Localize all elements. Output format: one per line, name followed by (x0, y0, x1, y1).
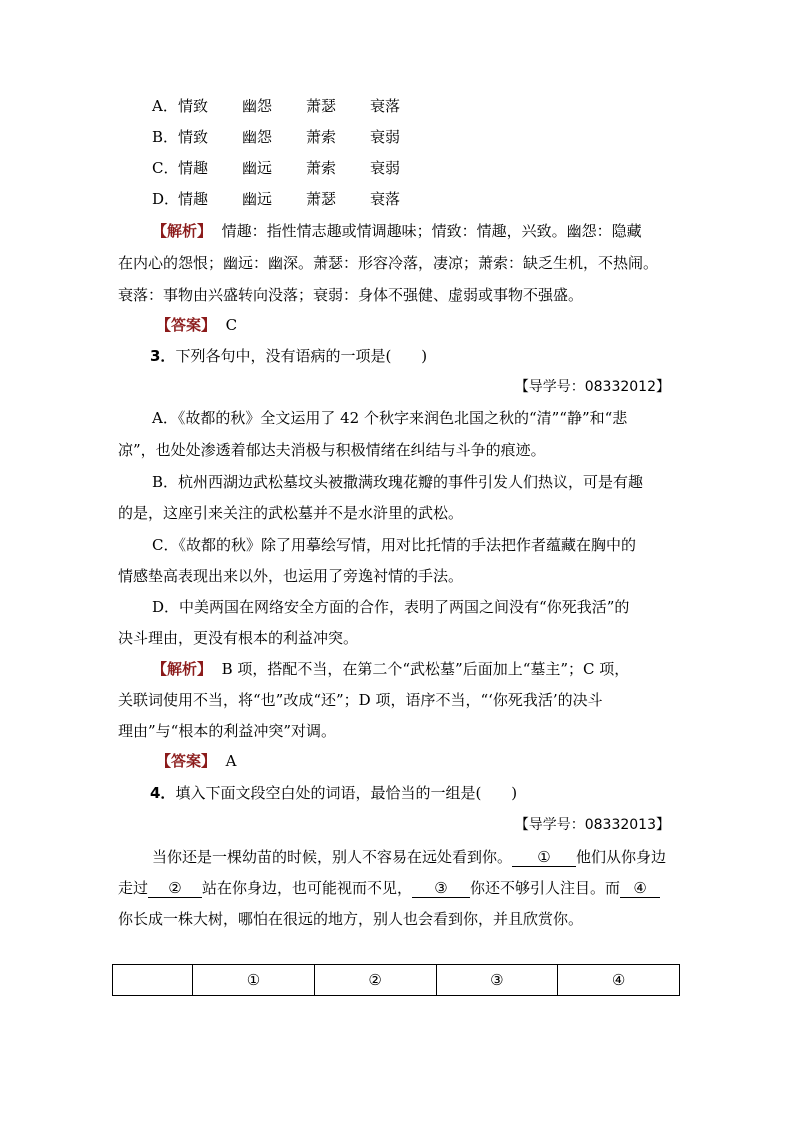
q2-analysis-line: 在内心的怨恨；幽远：幽深。萧瑟：形容冷落，凄凉；萧索：缺乏生机，不热闹。 (118, 254, 659, 272)
answer-tag: 【答案】 (156, 316, 217, 334)
blank-3: ③ (412, 877, 470, 898)
q4-guide-number: 【导学号：08332013】 (514, 817, 670, 833)
table-cell (113, 965, 193, 996)
option-word: 萧索 (306, 128, 337, 146)
option-word: 衰落 (370, 97, 401, 115)
answer-tag: 【答案】 (156, 752, 217, 770)
passage-text: 他们从你身边 (576, 848, 667, 866)
option-word: 情致 (178, 97, 209, 115)
q3-option-line: 凉”，也处处渗透着郁达夫消极与积极情绪在纠结与斗争的痕迹。 (118, 441, 546, 459)
option-word: 萧瑟 (306, 190, 337, 208)
question-stem: 填入下面文段空白处的词语，最恰当的一组是( ) (175, 784, 518, 802)
q3-analysis-line: 理由”与“根本的利益冲突”对调。 (118, 722, 337, 740)
q2-analysis-line (152, 220, 642, 242)
option-a (152, 95, 400, 117)
q3-option-line: 决斗理由，更没有根本的利益冲突。 (118, 629, 359, 647)
q3-analysis-line (152, 658, 629, 680)
option-word: 情趣 (178, 190, 209, 208)
passage-text: 走过 (118, 879, 149, 897)
q3-answer (156, 750, 236, 772)
blank-2: ② (148, 877, 202, 898)
analysis-tag: 【解析】 (152, 660, 213, 678)
q4-stem (150, 782, 517, 804)
q2-analysis-line: 衰落：事物由兴盛转向没落；衰弱：身体不强健、虚弱或事物不强盛。 (118, 286, 584, 304)
option-word: 幽远 (242, 190, 273, 208)
q4-passage-line (152, 846, 666, 868)
option-word: 情趣 (178, 159, 209, 177)
q3-option-line: C．《故都的秋》除了用摹绘写情，用对比托情的手法把作者蕴藏在胸中的 (152, 536, 636, 554)
option-c (152, 157, 400, 179)
q3-option-line: B．杭州西湖边武松墓坟头被撒满玫瑰花瓣的事件引发人们热议，可是有趣 (152, 473, 644, 491)
option-word: 萧瑟 (306, 97, 337, 115)
option-word: 幽远 (242, 159, 273, 177)
q3-option-line: 情感垫高表现出来以外，也运用了旁逸衬情的手法。 (118, 567, 464, 585)
option-word: 幽怨 (242, 128, 273, 146)
table-cell: ② (314, 965, 436, 996)
passage-text: 当你还是一棵幼苗的时候，别人不容易在远处看到你。 (152, 848, 513, 866)
q3-guide-number: 【导学号：08332012】 (514, 379, 670, 395)
option-word: 衰落 (370, 190, 401, 208)
passage-text: 你还不够引人注目。而 (470, 879, 621, 897)
blank-4: ④ (620, 877, 660, 898)
option-b (152, 126, 400, 148)
question-stem: 下列各句中，没有语病的一项是( ) (175, 347, 428, 365)
table-cell: ① (193, 965, 315, 996)
option-word: 衰弱 (370, 128, 401, 146)
option-letter: A． (152, 97, 178, 115)
analysis-text: B 项，搭配不当，在第二个“武松墓”后面加上“墓主”；C 项， (221, 660, 630, 678)
answer-value: A (225, 752, 237, 770)
passage-text: 站在你身边，也可能视而不见， (202, 879, 413, 897)
answer-value: C (225, 316, 238, 334)
option-word: 萧索 (306, 159, 337, 177)
q3-stem (150, 345, 427, 367)
analysis-tag: 【解析】 (152, 222, 213, 240)
q3-option-line: A．《故都的秋》全文运用了 42 个秋字来润色北国之秋的“清”“静”和“悲 (152, 409, 628, 427)
table-row (113, 965, 680, 996)
q4-passage-line (118, 877, 660, 899)
option-letter: D． (152, 190, 180, 208)
q3-option-line: 的是，这座引来关注的武松墓并不是水浒里的武松。 (118, 504, 464, 522)
q3-analysis-line: 关联词使用不当，将“也”改成“还”；D 项，语序不当，“‘你死我活’的决斗 (118, 691, 603, 709)
question-number: 3． (150, 347, 176, 365)
table-cell: ③ (436, 965, 558, 996)
q3-option-line: D．中美两国在网络安全方面的合作，表明了两国之间没有“你死我活”的 (152, 598, 630, 616)
option-word: 衰弱 (370, 159, 401, 177)
analysis-text: 情趣：指性情志趣或情调趣味；情致：情趣，兴致。幽怨：隐藏 (221, 222, 642, 240)
blank-1: ① (512, 846, 576, 867)
option-letter: C． (152, 159, 179, 177)
option-word: 幽怨 (242, 97, 273, 115)
option-letter: B． (152, 128, 179, 146)
option-d (152, 188, 400, 210)
table-cell: ④ (558, 965, 680, 996)
q4-passage-line: 你长成一株大树，哪怕在很远的地方，别人也会看到你，并且欣赏你。 (118, 910, 584, 928)
option-word: 情致 (178, 128, 209, 146)
answer-table (112, 964, 680, 996)
question-number: 4． (150, 784, 176, 802)
q2-answer (156, 314, 237, 336)
